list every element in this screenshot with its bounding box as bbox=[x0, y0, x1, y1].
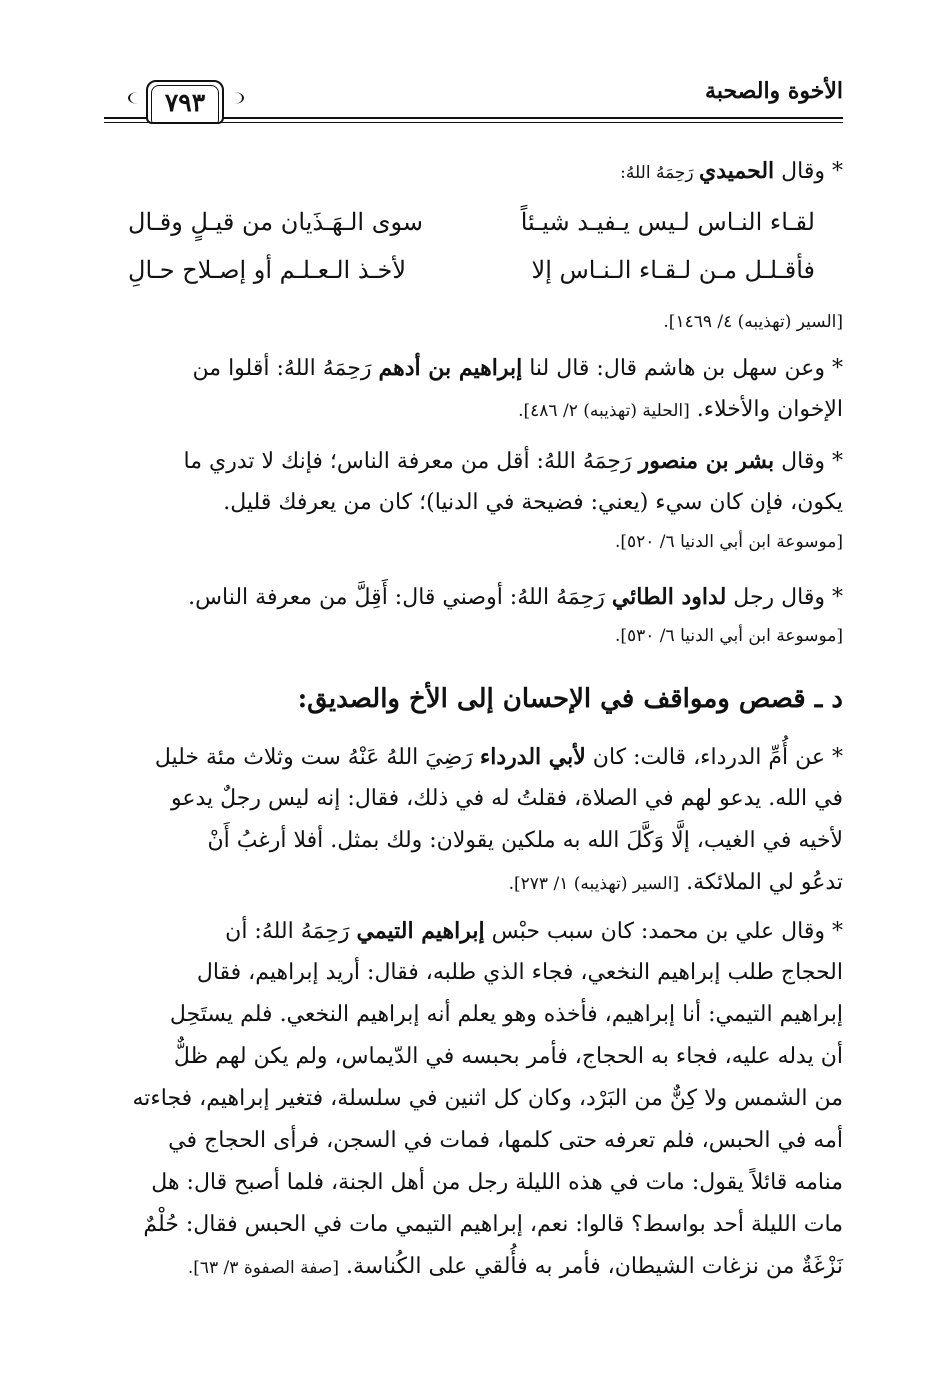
quote-text: رَحِمَهُ اللهُ: أقلوا من bbox=[192, 356, 379, 381]
citation: [صفة الصفوة ٣/ ٦٣]. bbox=[187, 1258, 339, 1278]
page-number-frame bbox=[146, 80, 224, 124]
quote-text: * وعن سهل بن هاشم قال: قال لنا bbox=[522, 356, 843, 381]
story-line: مات الليلة أحد بواسط؟ قالوا: نعم، إبراهيم التيمي مات في الحبس فقال: حُلْمٌ bbox=[143, 1212, 843, 1237]
poem-verse2-first-hemistich: فأقـلـل مـن لـقـاء الـنـاس إلا bbox=[531, 256, 815, 284]
story-abu-darda bbox=[104, 736, 843, 904]
quote-text: * وقال bbox=[774, 449, 843, 474]
quote-ibn-adham bbox=[104, 347, 843, 431]
story-line: أن يدله عليه، فجاء به الحجاج، فأمر بحبسه في الدّيماس، ولم يكن لهم ظلٌّ bbox=[173, 1044, 843, 1069]
story-line: في الله. يدعو لهم في الصلاة، فقلتُ له في ذلك، فقال: إنه ليس رجلٌ يدعو bbox=[170, 786, 843, 811]
person-name: إبراهيم بن أدهم bbox=[378, 355, 523, 381]
story-text: رَضِيَ اللهُ عَنْهُ ست وثلاث مئة خليل bbox=[154, 745, 480, 770]
poem-verse1-first-hemistich: لقـاء النـاس لـيس يـفيـد شيـئاً bbox=[520, 208, 815, 236]
story-line: لأخيه في الغيب، إلَّا وَكَّلَ الله به ملكين يقولان: ولك بمثل. أفلا أرغبُ أَنْ bbox=[207, 828, 843, 853]
person-name: لأبي الدرداء bbox=[479, 744, 586, 770]
quote-text: رَحِمَهُ اللهُ: أوصني قال: أَقِلَّ من معرفة الناس. bbox=[188, 585, 612, 610]
story-line: الحجاج طلب إبراهيم النخعي، فجاء الذي طلبه، فقال: أريد إبراهيم، فقال bbox=[196, 960, 843, 985]
person-name: بشر بن منصور bbox=[638, 448, 775, 474]
poem-verse2-second-hemistich: لأخـذ الـعـلـم أو إصـلاح حـالِ bbox=[128, 256, 407, 284]
quote-dawud-al-tai bbox=[104, 576, 843, 652]
poem-verse1-second-hemistich: سوى الـهَـذَيان من قيـلٍ وقـال bbox=[128, 208, 424, 236]
story-line: من الشمس ولا كِنٌّ من البَرْد، وكان كل اثنين في سلسلة، فتغير إبراهيم، فجاءته bbox=[132, 1086, 843, 1111]
ornament-right bbox=[224, 92, 244, 104]
story-line: إبراهيم التيمي: أنا إبراهيم، فأخذه وهو يعلم أنه إبراهيم النخعي. فلم يستَحِل bbox=[169, 1002, 843, 1027]
story-ibrahim-al-taymi bbox=[104, 910, 843, 1288]
story-text: * عن أُمِّ الدرداء، قالت: كان bbox=[585, 745, 843, 770]
page-number: ٧٩٣ bbox=[164, 87, 206, 117]
story-text: نَزْغَةٌ من نزغات الشيطان، فأمر به فأُلقي على الكُناسة. bbox=[338, 1254, 843, 1279]
quote-text: يكون، فإن كان سيء (يعني: فضيحة في الدنيا)؛ كان من يعرفك قليل. bbox=[223, 490, 843, 515]
section-heading: د ـ قصص ومواقف في الإحسان إلى الأخ والصديق: bbox=[297, 684, 843, 714]
person-name: لداود الطائي bbox=[611, 584, 727, 610]
quote-humaydi-intro bbox=[104, 150, 843, 192]
story-line: منامه قائلاً يقول: مات في هذه الليلة رجل من أهل الجنة، فلما أصبح قال: هل bbox=[151, 1170, 843, 1195]
person-name: إبراهيم التيمي bbox=[356, 918, 485, 944]
citation: [السير (تهذيبه) ٤/ ١٤٦٩]. bbox=[663, 312, 843, 332]
quote-text: رَحِمَهُ اللهُ: أقل من معرفة الناس؛ فإنك لا تدري ما bbox=[183, 449, 639, 474]
ornament-left bbox=[128, 92, 148, 104]
quote-text: * وقال رجل bbox=[726, 585, 843, 610]
story-line: أمه في الحبس، فلم تعرفه حتى كلمها، فمات في السجن، فرأى الحجاج في bbox=[168, 1128, 843, 1153]
citation: [موسوعة ابن أبي الدنيا ٦/ ٥٢٠]. bbox=[614, 532, 843, 552]
story-text: رَحِمَهُ اللهُ: أن bbox=[225, 919, 357, 944]
citation: [الحلية (تهذيبه) ٢/ ٤٨٦]. bbox=[518, 401, 690, 421]
running-header-title: الأخوة والصحبة bbox=[705, 78, 843, 104]
citation: [موسوعة ابن أبي الدنيا ٦/ ٥٣٠]. bbox=[614, 626, 843, 646]
story-text: تدعُو لي الملائكة. bbox=[679, 870, 843, 895]
honorific: رَحِمَهُ اللهُ: bbox=[620, 163, 700, 183]
citation: [السير (تهذيبه) ١/ ٢٧٣]. bbox=[508, 874, 680, 894]
quote-prefix: * وقال bbox=[774, 159, 843, 184]
quote-humaydi-citation bbox=[104, 300, 843, 342]
story-text: * وقال علي بن محمد: كان سبب حبْس bbox=[484, 919, 843, 944]
quote-text: الإخوان والأخلاء. bbox=[689, 397, 843, 422]
person-name: الحميدي bbox=[699, 158, 775, 184]
quote-bishr-ibn-mansur bbox=[104, 440, 843, 558]
